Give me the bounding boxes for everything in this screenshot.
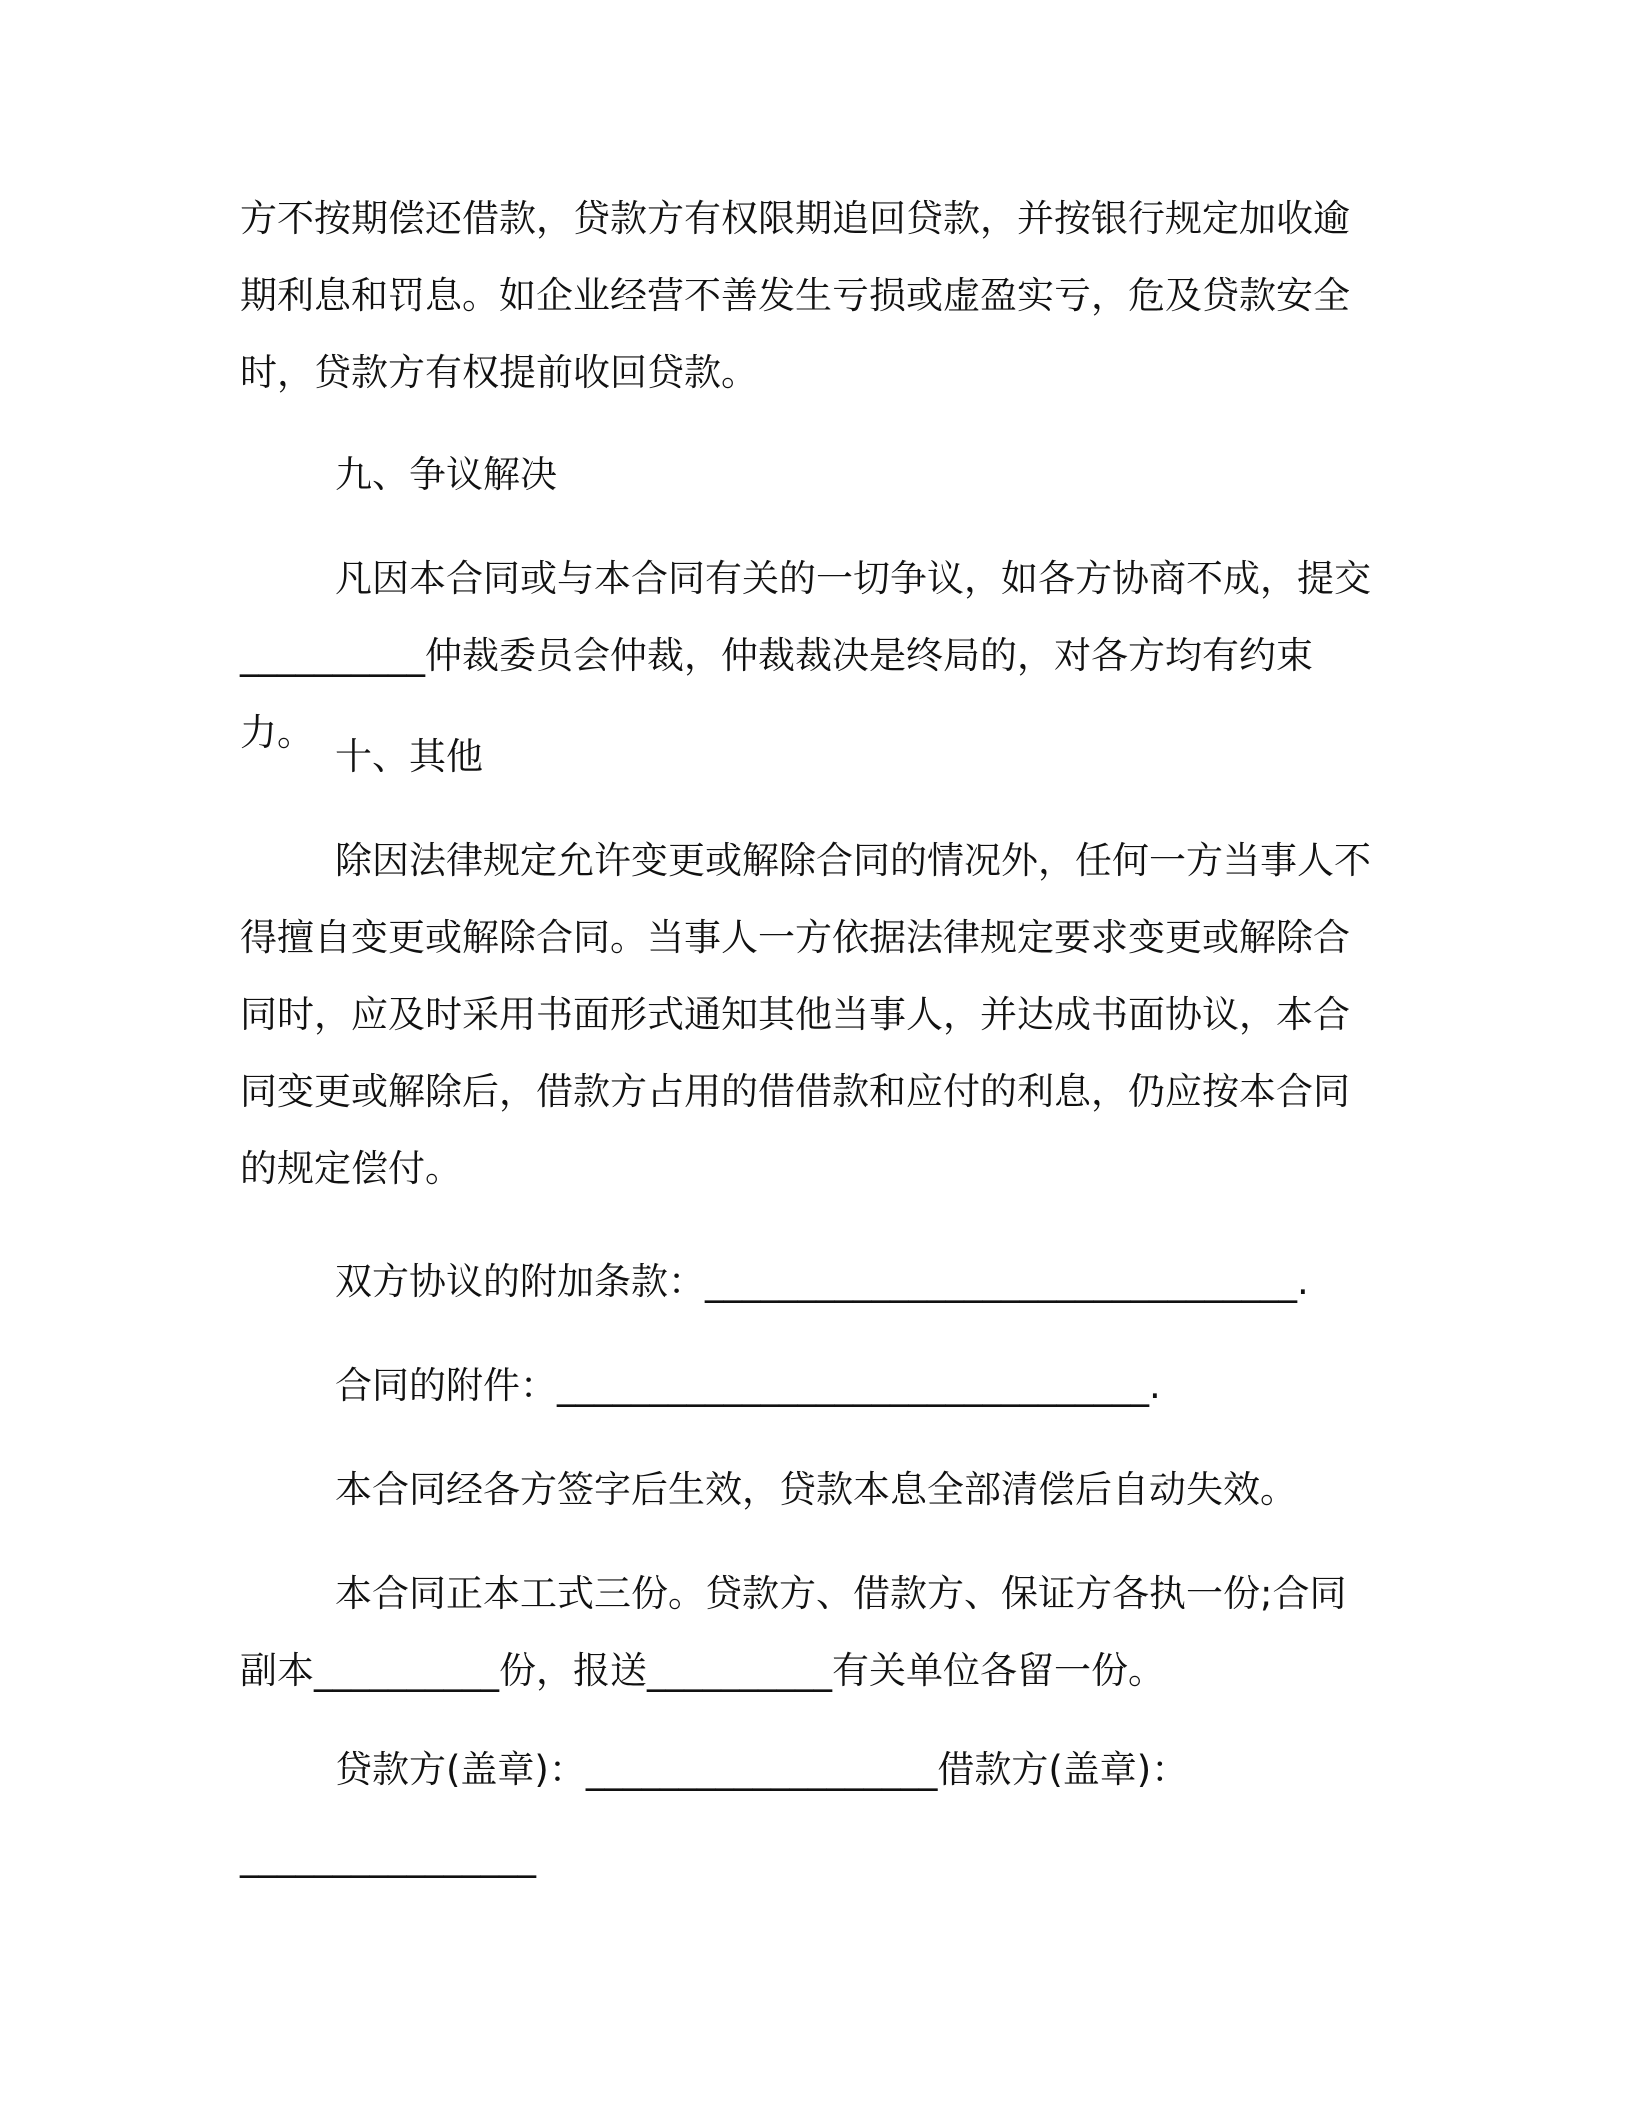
supplementary-terms-line: 双方协议的附加条款：________________________________. [335, 1260, 1309, 1303]
section-10-heading: 十、其他 [335, 735, 483, 778]
section-9-heading: 九、争议解决 [335, 453, 557, 496]
attachments-line: 合同的附件：________________________________. [335, 1364, 1161, 1407]
effectiveness-clause: 本合同经各方签字后生效，贷款本息全部清偿后自动失效。 [335, 1468, 1297, 1511]
section-9-body: 凡因本合同或与本合同有关的一切争议，如各方协商不成，提交__________仲裁委员会仲裁，仲裁裁决是终局的，对各方均有约束力。 [240, 557, 1371, 754]
signature-line: 贷款方(盖章)：___________________借款方(盖章)： [335, 1748, 1189, 1791]
copies-clause: 本合同正本工式三份。贷款方、借款方、保证方各执一份;合同副本__________份，报送__________有关单位各留一份。 [240, 1572, 1347, 1692]
section-10-body: 除因法律规定允许变更或解除合同的情况外，任何一方当事人不得擅自变更或解除合同。当事人一方依据法律规定要求变更或解除合同时，应及时采用书面形式通知其他当事人，并达成书面协议，本合同变更或解除后，借款方占用的借借款和应付的利息，仍应按本合同的规定偿付。 [240, 839, 1371, 1190]
paragraph-continuation: 方不按期偿还借款，贷款方有权限期追回贷款，并按银行规定加收逾期利息和罚息。如企业经营不善发生亏损或虚盈实亏，危及贷款安全时，贷款方有权提前收回贷款。 [240, 197, 1350, 394]
signature-blank: ________________ [240, 1835, 536, 1878]
